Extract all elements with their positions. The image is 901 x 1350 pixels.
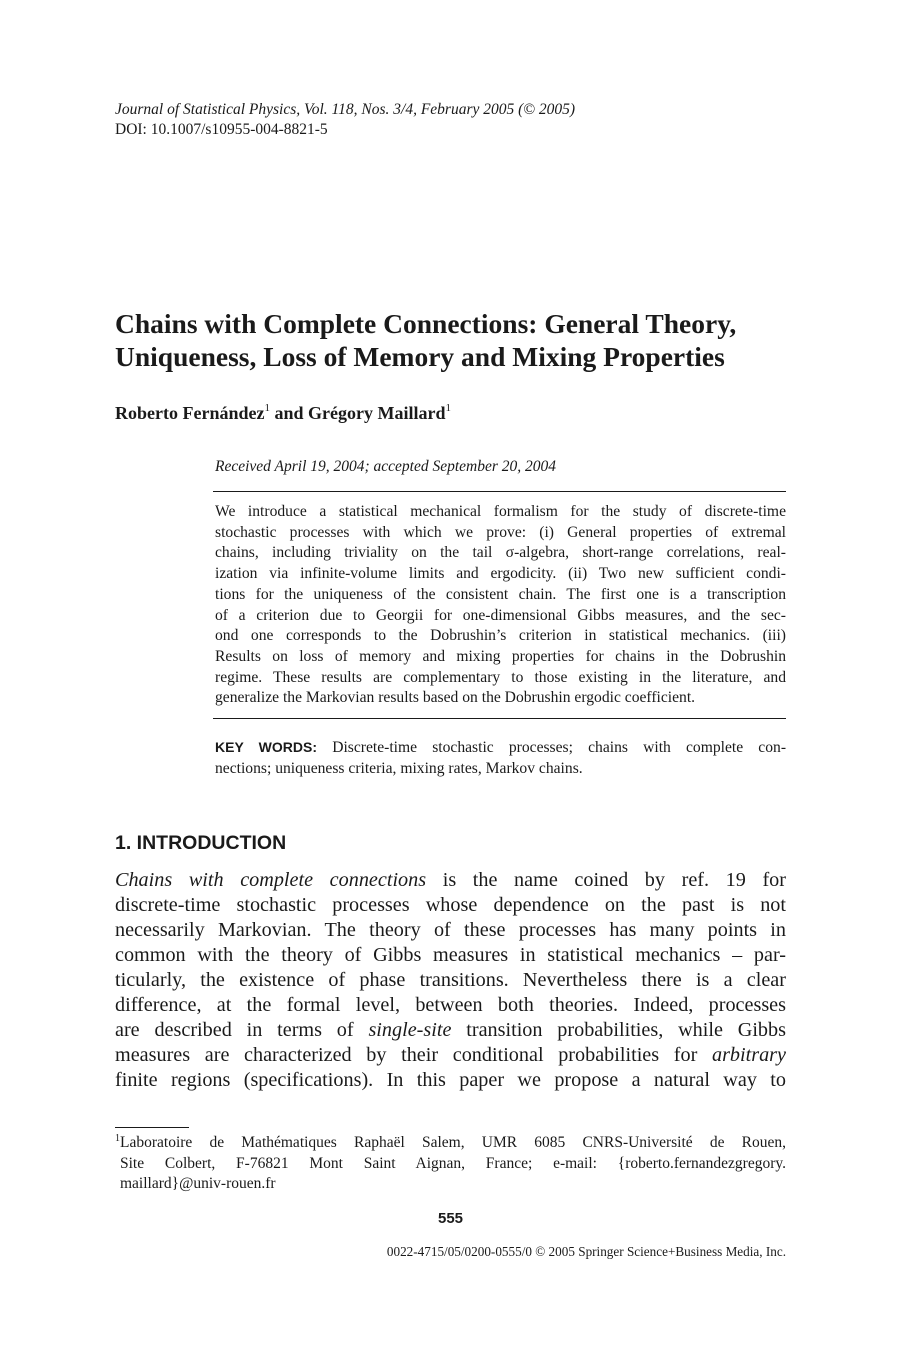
keywords-line bbox=[215, 737, 786, 759]
title-line: Uniqueness, Loss of Memory and Mixing Properties bbox=[115, 341, 725, 372]
footnote-line bbox=[115, 1133, 786, 1154]
author-name: Grégory Maillard bbox=[308, 403, 446, 423]
copyright-notice: 0022-4715/05/0200-0555/0 © 2005 Springer Science+Business Media, Inc. bbox=[386, 1244, 786, 1259]
author-list bbox=[115, 401, 451, 425]
abstract-line: ization via infinite-volume limits and ergodicity. (ii) Two new sufficient condi- bbox=[215, 565, 786, 583]
intro-paragraph bbox=[115, 868, 786, 1093]
abstract-line: chains, including triviality on the tail σ-algebra, short-range correlations, real- bbox=[215, 544, 786, 562]
journal-citation: Journal of Statistical Physics, Vol. 118, Nos. 3/4, February 2005 (© 2005) bbox=[115, 101, 576, 118]
body-text: are described in terms of bbox=[115, 1019, 369, 1041]
section-heading: 1. INTRODUCTION bbox=[115, 832, 287, 854]
footnote bbox=[115, 1133, 786, 1195]
body-line: difference, at the formal level, between both theories. Indeed, processes bbox=[115, 994, 786, 1016]
body-line: common with the theory of Gibbs measures in statistical mechanics – par- bbox=[115, 944, 786, 966]
italic-term: single-site bbox=[368, 1019, 452, 1041]
abstract-line: of a criterion due to Georgii for one-dimensional Gibbs measures, and the sec- bbox=[215, 606, 786, 624]
footnote-line: Site Colbert, F-76821 Mont Saint Aignan, France; e-mail: {roberto.fernandezgregory. bbox=[120, 1154, 786, 1172]
body-line bbox=[115, 868, 786, 893]
body-text: measures are characterized by their conditional probabilities for bbox=[115, 1044, 712, 1066]
keywords-label: KEY WORDS: bbox=[215, 739, 318, 755]
abstract-line: stochastic processes with which we prove: (i) General properties of extremal bbox=[215, 523, 786, 541]
abstract-line: generalize the Markovian results based on the Dobrushin ergodic coefficient. bbox=[215, 689, 696, 707]
author-separator: and bbox=[269, 403, 308, 423]
body-text: transition probabilities, while Gibbs bbox=[451, 1019, 786, 1041]
keywords-text: Discrete-time stochastic processes; chains with complete con- bbox=[332, 739, 787, 756]
footnote-mark: 1 bbox=[115, 1133, 120, 1144]
received-dates: Received April 19, 2004; accepted September 20, 2004 bbox=[215, 458, 557, 475]
body-line: necessarily Markovian. The theory of these processes has many points in bbox=[115, 919, 786, 941]
italic-term: Chains with complete connections bbox=[115, 869, 427, 891]
abstract-line: We introduce a statistical mechanical formalism for the study of discrete-time bbox=[215, 503, 786, 520]
title-line: Chains with Complete Connections: General Theory, bbox=[115, 308, 737, 339]
author-name: Roberto Fernández bbox=[115, 403, 265, 423]
footnote-line: maillard}@univ-rouen.fr bbox=[120, 1175, 276, 1192]
abstract-line: tions for the uniqueness of the consistent chain. The first one is a transcription bbox=[215, 585, 786, 603]
paper-title bbox=[115, 307, 815, 373]
abstract-top-rule bbox=[213, 491, 786, 492]
keywords bbox=[215, 737, 786, 779]
body-line bbox=[115, 1018, 786, 1043]
affiliation-mark: 1 bbox=[445, 402, 451, 414]
affiliation-mark: 1 bbox=[264, 402, 270, 414]
footnote-rule bbox=[115, 1127, 189, 1128]
abstract-line: regime. These results are complementary to those existing in the literature, and bbox=[215, 668, 786, 686]
body-line: ticularly, the existence of phase transitions. Nevertheless there is a clear bbox=[115, 969, 786, 991]
page-number: 555 bbox=[437, 1210, 464, 1227]
footnote-text: Laboratoire de Mathématiques Raphaël Salem, UMR 6085 CNRS-Université de Rouen, bbox=[120, 1134, 786, 1151]
body-line bbox=[115, 1043, 786, 1068]
abstract-line: ond one corresponds to the Dobrushin’s criterion in statistical mechanics. (iii) bbox=[215, 627, 786, 645]
abstract-bottom-rule bbox=[213, 718, 786, 719]
keywords-line: nections; uniqueness criteria, mixing rates, Markov chains. bbox=[215, 759, 583, 777]
body-line: finite regions (specifications). In this paper we propose a natural way to bbox=[115, 1069, 786, 1091]
body-line: discrete-time stochastic processes whose dependence on the past is not bbox=[115, 894, 786, 916]
abstract-line: Results on loss of memory and mixing properties for chains in the Dobrushin bbox=[215, 647, 786, 665]
body-text: is the name coined by ref. 19 for bbox=[426, 869, 786, 891]
italic-term: arbitrary bbox=[711, 1044, 786, 1066]
abstract bbox=[215, 502, 786, 709]
doi: DOI: 10.1007/s10955-004-8821-5 bbox=[115, 121, 328, 138]
